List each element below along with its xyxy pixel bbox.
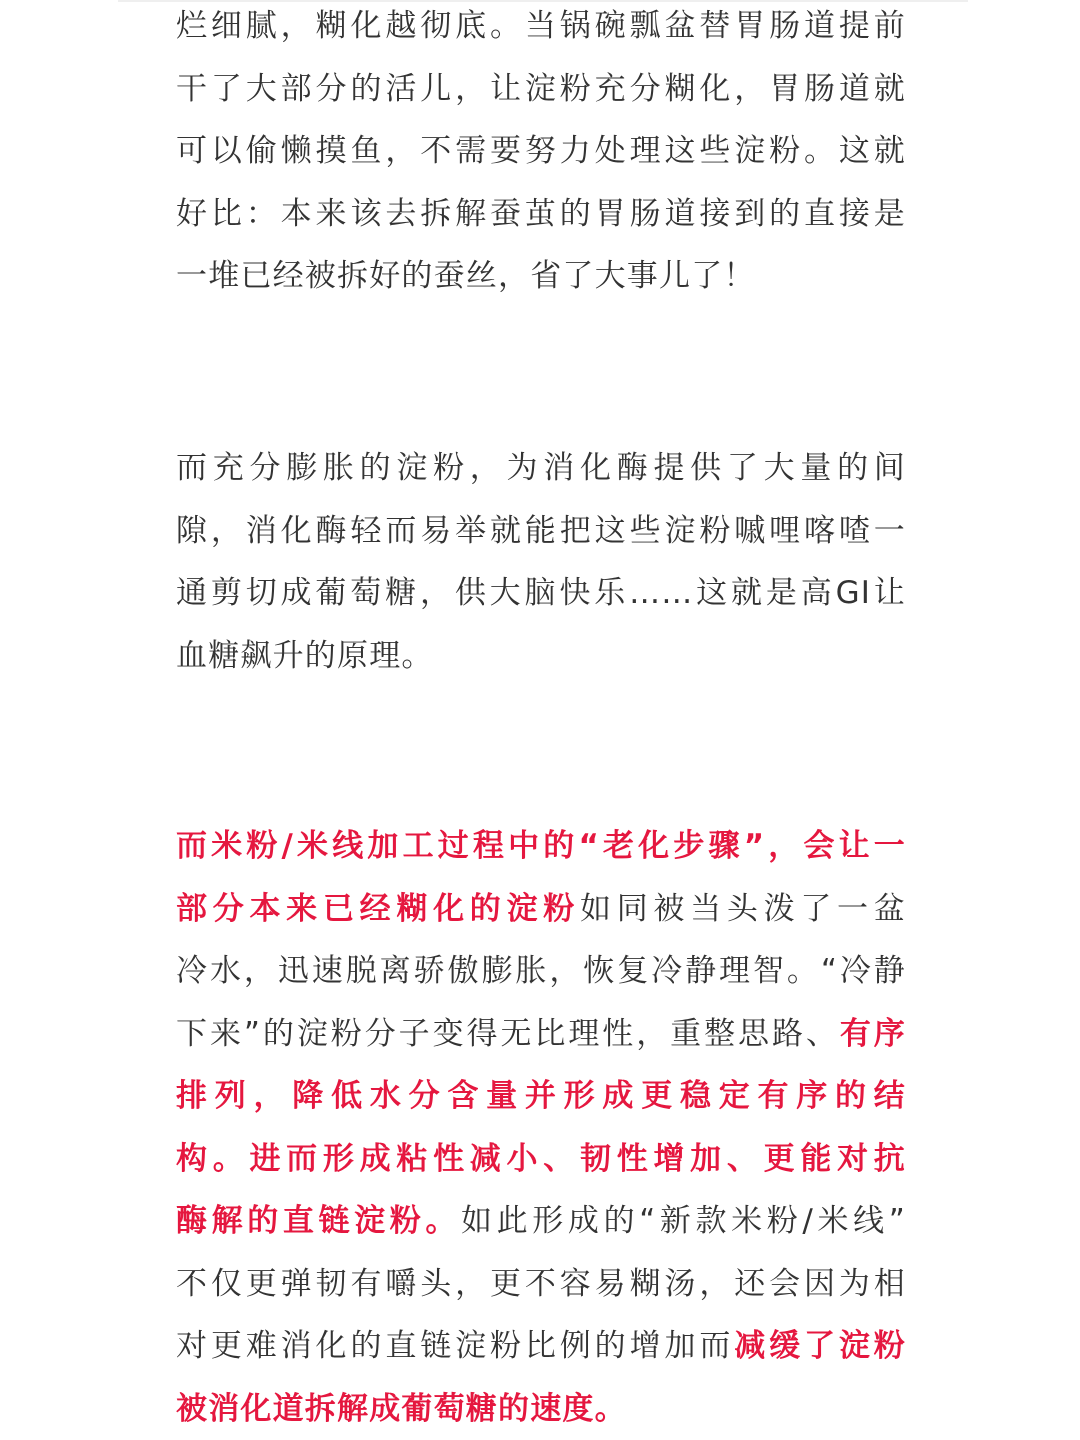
body-text: 可以偷懒摸鱼，不需要努力处理这些淀粉。这就 [176,133,906,169]
text-line [176,878,906,941]
text-line [176,1378,906,1440]
text-line [176,500,906,563]
text-line [176,1253,906,1316]
text-line [176,940,906,1003]
text-line [176,437,906,500]
highlighted-text: 被消化道拆解成葡萄糖的速度。 [176,1390,627,1427]
body-text: 不仅更弹韧有嚼头，更不容易糊汤，还会因为相 [176,1265,906,1302]
paragraph-starch-gelatinization [176,0,906,308]
body-text: 通剪切成葡萄糖，供大脑快乐……这就是高GI让 [176,575,906,611]
text-line [176,1003,906,1066]
body-text: 好比：本来该去拆解蚕茧的胃肠道接到的直接是 [176,195,906,232]
highlighted-text: 减缓了淀粉 [734,1328,907,1364]
highlighted-text: 排列，降低水分含量并形成更稳定有序的结 [176,1078,906,1114]
text-line [176,1065,906,1128]
text-line [176,0,906,58]
text-line [176,120,906,183]
text-line [176,562,906,625]
highlighted-text: 而米粉/米线加工过程中的“老化步骤”，会让一 [176,828,906,864]
text-line [176,1315,906,1378]
text-line [176,245,906,308]
highlighted-text: 有序 [839,1015,906,1052]
text-line [176,183,906,246]
body-text: 如同被当头泼了一盆 [579,890,906,927]
text-line [176,1190,906,1253]
body-text: 冷水，迅速脱离骄傲膨胀，恢复冷静理智。“冷静 [176,953,906,989]
body-text: 如此形成的“新款米粉/米线” [461,1203,906,1239]
text-line [176,1128,906,1191]
body-text: 干了大部分的活儿，让淀粉充分糊化，胃肠道就 [176,70,906,107]
body-text: 而充分膨胀的淀粉，为消化酶提供了大量的间 [176,450,906,486]
body-text: 下来”的淀粉分子变得无比理性，重整思路、 [176,1015,840,1052]
body-text: 血糖飙升的原理。 [176,637,434,674]
text-line [176,625,906,688]
body-text: 对更难消化的直链淀粉比例的增加而 [176,1328,735,1364]
highlighted-text: 构。进而形成粘性减小、韧性增加、更能对抗 [176,1140,906,1177]
highlighted-text: 酶解的直链淀粉。 [176,1203,462,1239]
text-line [176,58,906,121]
paragraph-starch-retrogradation [176,815,906,1440]
paragraph-digestive-enzymes [176,437,906,687]
body-text: 一堆已经被拆好的蚕丝，省了大事儿了！ [176,258,756,294]
text-line [176,815,906,878]
highlighted-text: 部分本来已经糊化的淀粉 [176,890,580,927]
body-text: 烂细腻，糊化越彻底。当锅碗瓢盆替胃肠道提前 [176,8,906,44]
body-text: 隙，消化酶轻而易举就能把这些淀粉嘁哩喀喳一 [176,512,906,549]
